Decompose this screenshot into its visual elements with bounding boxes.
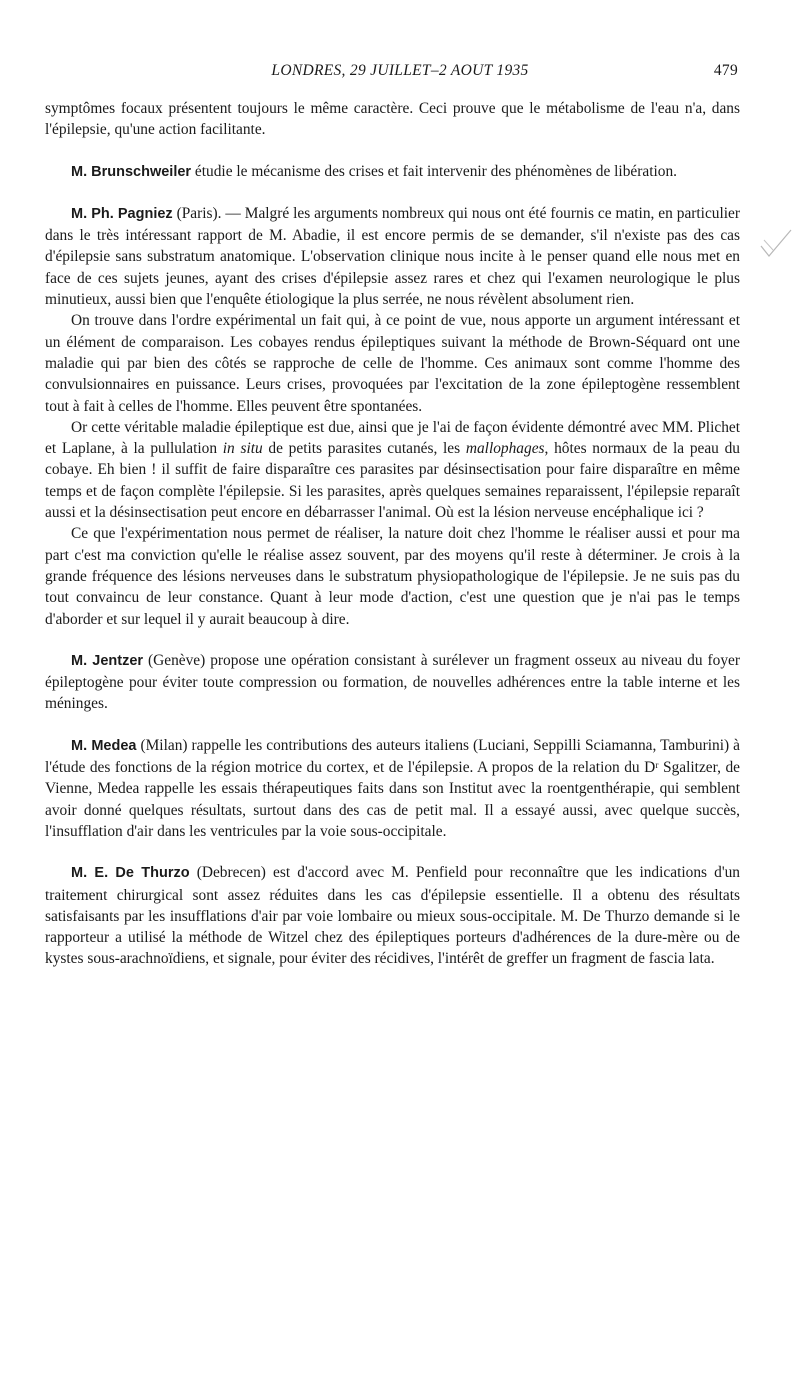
paragraph-text: (Paris). — Malgré les arguments nombreux qui nous ont été fournis ce matin, en particulier dans le très intéressant rapport de M. Abadie, il est encore permis de se demander, s'il n'existe pas des cas d'épilepsie sans substratum anatomique. L'observation clinique nous incite à le penser quand elle nous met en face de ces sujets jeunes, ayant des crises d'épilepsie assez rares et chez qui l'examen neurologique le plus minutieux, aussi bien que l'enquête étiologique la plus serrée, ne nous révèlent absolument rien. xyxy=(45,204,740,309)
paragraph-text-part: , hôtes normaux de la peau du cobaye. Eh bien ! il suffit de faire disparaître ces parasites par désinsectisation pour faire disparaître en même temps et de façon complète l'épilepsie. Si les parasites, après quelques semaines reparaissent, l'épilepsie reparaît aussi et la désinsectisation peut encore en débarrasser l'animal. Où est la lésion nerveuse encéphalique ici ? xyxy=(45,440,740,522)
running-title: LONDRES, 29 JUILLET–2 AOUT 1935 xyxy=(271,62,529,79)
speaker-name: M. Medea xyxy=(71,737,137,754)
paragraph-de-thurzo xyxy=(45,862,740,969)
paragraph-continuation xyxy=(45,98,740,141)
paragraph-jentzer xyxy=(45,650,740,715)
paragraph-pagniez xyxy=(45,203,740,310)
paragraph-pagniez-2 xyxy=(45,310,740,416)
paragraph-text: (Genève) propose une opération consistant à surélever un fragment osseux au niveau du foyer épileptogène pour éviter toute compression ou formation, de nouvelles adhérences entre la table interne et les méninges. xyxy=(45,651,740,713)
running-header xyxy=(0,62,800,84)
paragraph-brunschweiler xyxy=(45,161,740,183)
paragraph-text-part: Or cette véritable maladie épileptique est due, ainsi que je l'ai de façon évidente démontré avec MM. Plichet et Laplane, à la pullulation xyxy=(45,418,740,458)
paragraph-text: symptômes focaux présentent toujours le même caractère. Ceci prouve que le métabolisme de l'eau n'a, dans l'épilepsie, qu'une action facilitante. xyxy=(45,100,740,139)
speaker-name: M. Brunschweiler xyxy=(71,163,192,180)
paragraph-pagniez-4 xyxy=(45,523,740,629)
speaker-name: M. Jentzer xyxy=(71,652,144,669)
page-number: 479 xyxy=(713,62,738,79)
document-body xyxy=(45,98,740,970)
paragraph-text: Ce que l'expérimentation nous permet de réaliser, la nature doit chez l'homme le réaliser aussi et pour ma part c'est ma conviction qu'elle le réalise assez souvent, par des moyens qu'il reste à déterminer. Je crois à la grande fréquence des lésions nerveuses dans le substratum physiopathologique de l'épilepsie. Je ne suis pas du tout convaincu de leur constance. Quant à leur mode d'action, c'est une question que je n'ai pas le temps d'aborder et sur lequel il y aurait beaucoup à dire. xyxy=(45,525,740,628)
italic-term: mallophages xyxy=(465,440,545,458)
paragraph-medea xyxy=(45,735,740,842)
paragraph-text-part: de petits parasites cutanés, les xyxy=(262,440,466,458)
paragraph-pagniez-3 xyxy=(45,417,740,523)
pencil-check-mark-icon xyxy=(755,226,795,262)
paragraph-text: On trouve dans l'ordre expérimental un fait qui, à ce point de vue, nous apporte un argument intéressant et un élément de comparaison. Les cobayes rendus épileptiques suivant la méthode de Brown-Séquard ont une maladie qui par bien des côtés se rapproche de celle de l'homme. Ces animaux sont comme l'homme des convulsionnaires en puissance. Leurs crises, provoquées par l'excitation de la zone épileptogène ressemblent tout à fait à celles de l'homme. Elles peuvent être spontanées. xyxy=(45,312,740,415)
speaker-name: M. Ph. Pagniez xyxy=(71,205,173,222)
paragraph-text: étudie le mécanisme des crises et fait intervenir des phénomènes de libération. xyxy=(194,162,677,180)
paragraph-text: (Milan) rappelle les contributions des auteurs italiens (Luciani, Seppilli Sciamanna, Tamburini) à l'étude des fonctions de la région motrice du cortex, et de l'épilepsie. A propos de la relation du Dʳ Sgalitzer, de Vienne, Medea rappelle les essais thérapeutiques faits dans son Institut avec la roentgenthérapie, qui semblent avoir donné quelques résultats, surtout dans des cas de petit mal. Il a essayé aussi, avec quelque succès, l'insufflation d'air dans les ventricules par la voie sous-occipitale. xyxy=(45,736,740,840)
italic-term: in situ xyxy=(222,440,263,458)
paragraph-text: (Debrecen) est d'accord avec M. Penfield pour reconnaître que les indications d'un traitement chirurgical sont assez réduites dans les cas d'épilepsie essentielle. Il a obtenu des résultats satisfaisants par les insufflations d'air par voie lombaire ou mieux sous-occipitale. M. De Thurzo demande si le rapporteur a utilisé la méthode de Witzel chez des épileptiques porteurs d'adhérences de la dure-mère ou de kystes sous-arachnoïdiens, et signale, pour éviter des récidives, l'intérêt de greffer un fragment de fascia lata. xyxy=(45,864,740,968)
speaker-name: M. E. De Thurzo xyxy=(71,865,190,882)
